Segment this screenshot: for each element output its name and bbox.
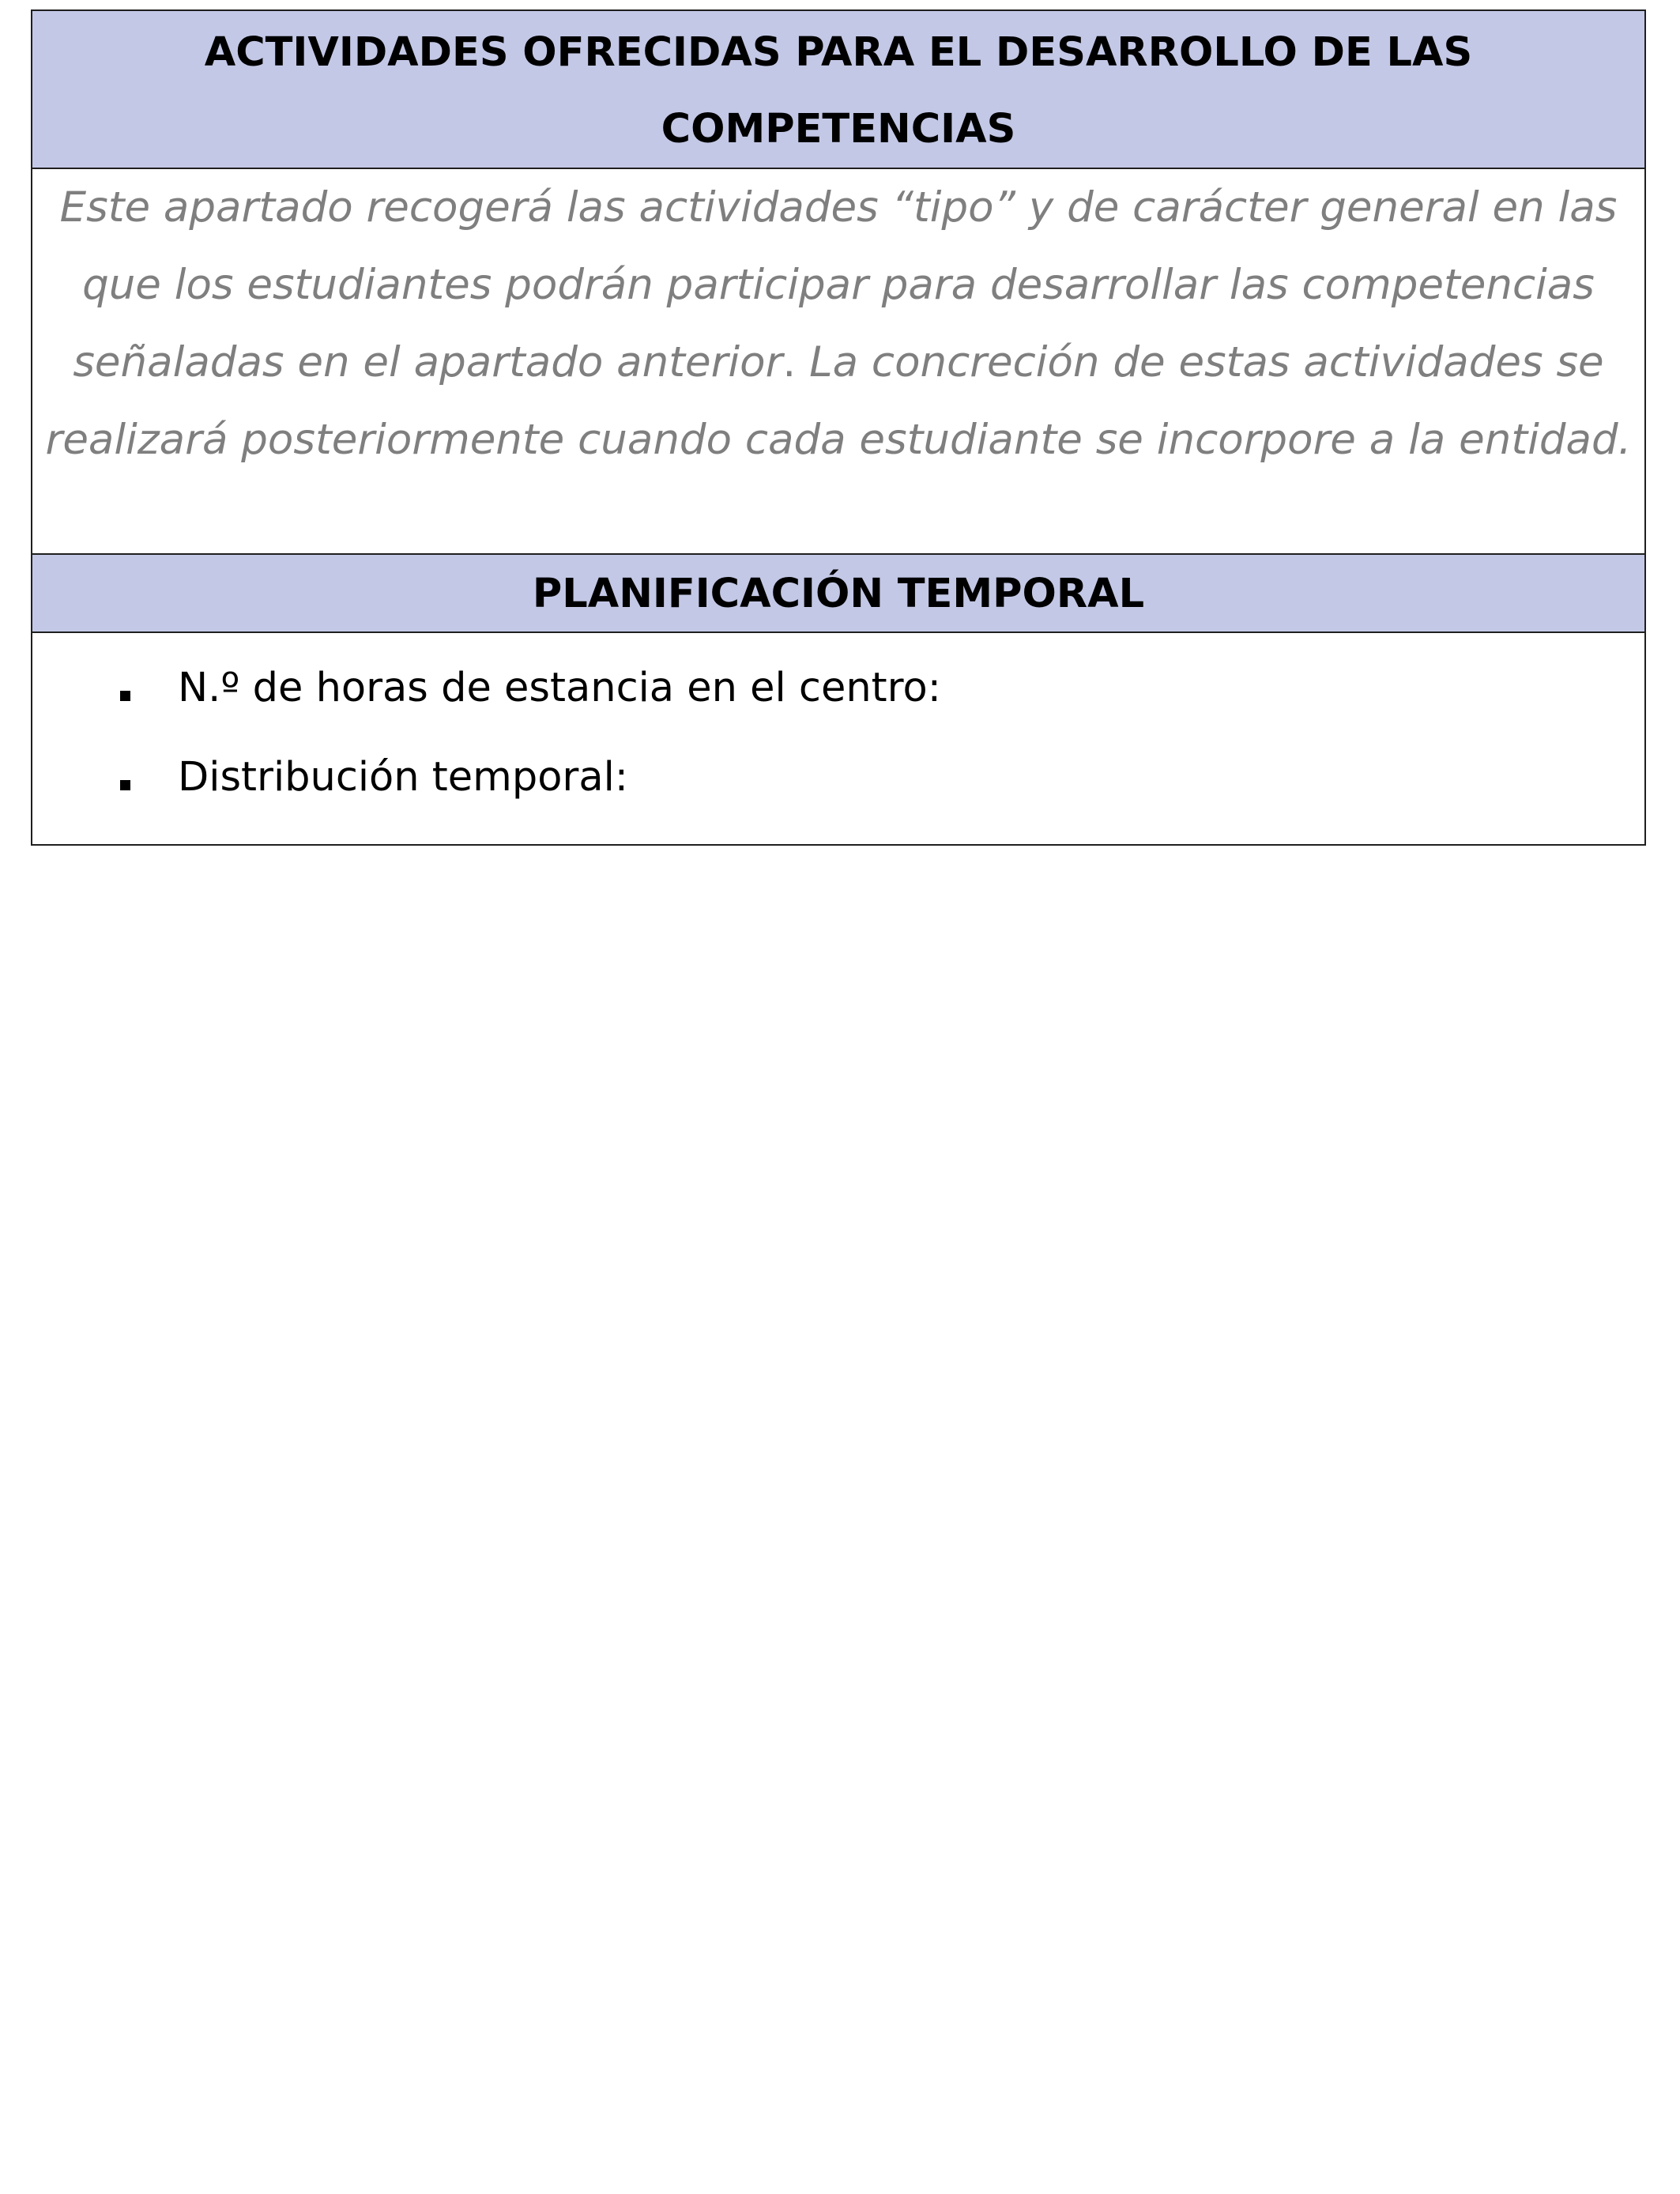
section-header-planificacion bbox=[32, 555, 1644, 633]
square-bullet-icon bbox=[120, 780, 130, 790]
description-text-part-2: La concreción de estas actividades se realizará posteriormente cuando cada estudiante se incorpore a la entidad. bbox=[45, 338, 1632, 464]
square-bullet-icon bbox=[120, 691, 130, 701]
description-text-part-1: Este apartado recogerá las actividades “tipo” y de carácter general en las que los estudiantes podrán participar para desarrollar las competencias señaladas en el apartado anterior bbox=[59, 183, 1618, 386]
section-title: PLANIFICACIÓN TEMPORAL bbox=[532, 571, 1145, 617]
section-header-actividades bbox=[32, 11, 1644, 169]
section-title-line-1: ACTIVIDADES OFRECIDAS PARA EL DESARROLLO DE LAS bbox=[204, 29, 1473, 76]
actividades-description bbox=[32, 169, 1644, 555]
document-table bbox=[31, 9, 1646, 846]
section-title-line-2: COMPETENCIAS bbox=[661, 106, 1016, 153]
description-period: . bbox=[782, 338, 797, 386]
planificacion-list bbox=[32, 633, 1644, 844]
list-item-label: Distribución temporal: bbox=[178, 754, 628, 801]
list-item-label: N.º de horas de estancia en el centro: bbox=[178, 665, 941, 711]
